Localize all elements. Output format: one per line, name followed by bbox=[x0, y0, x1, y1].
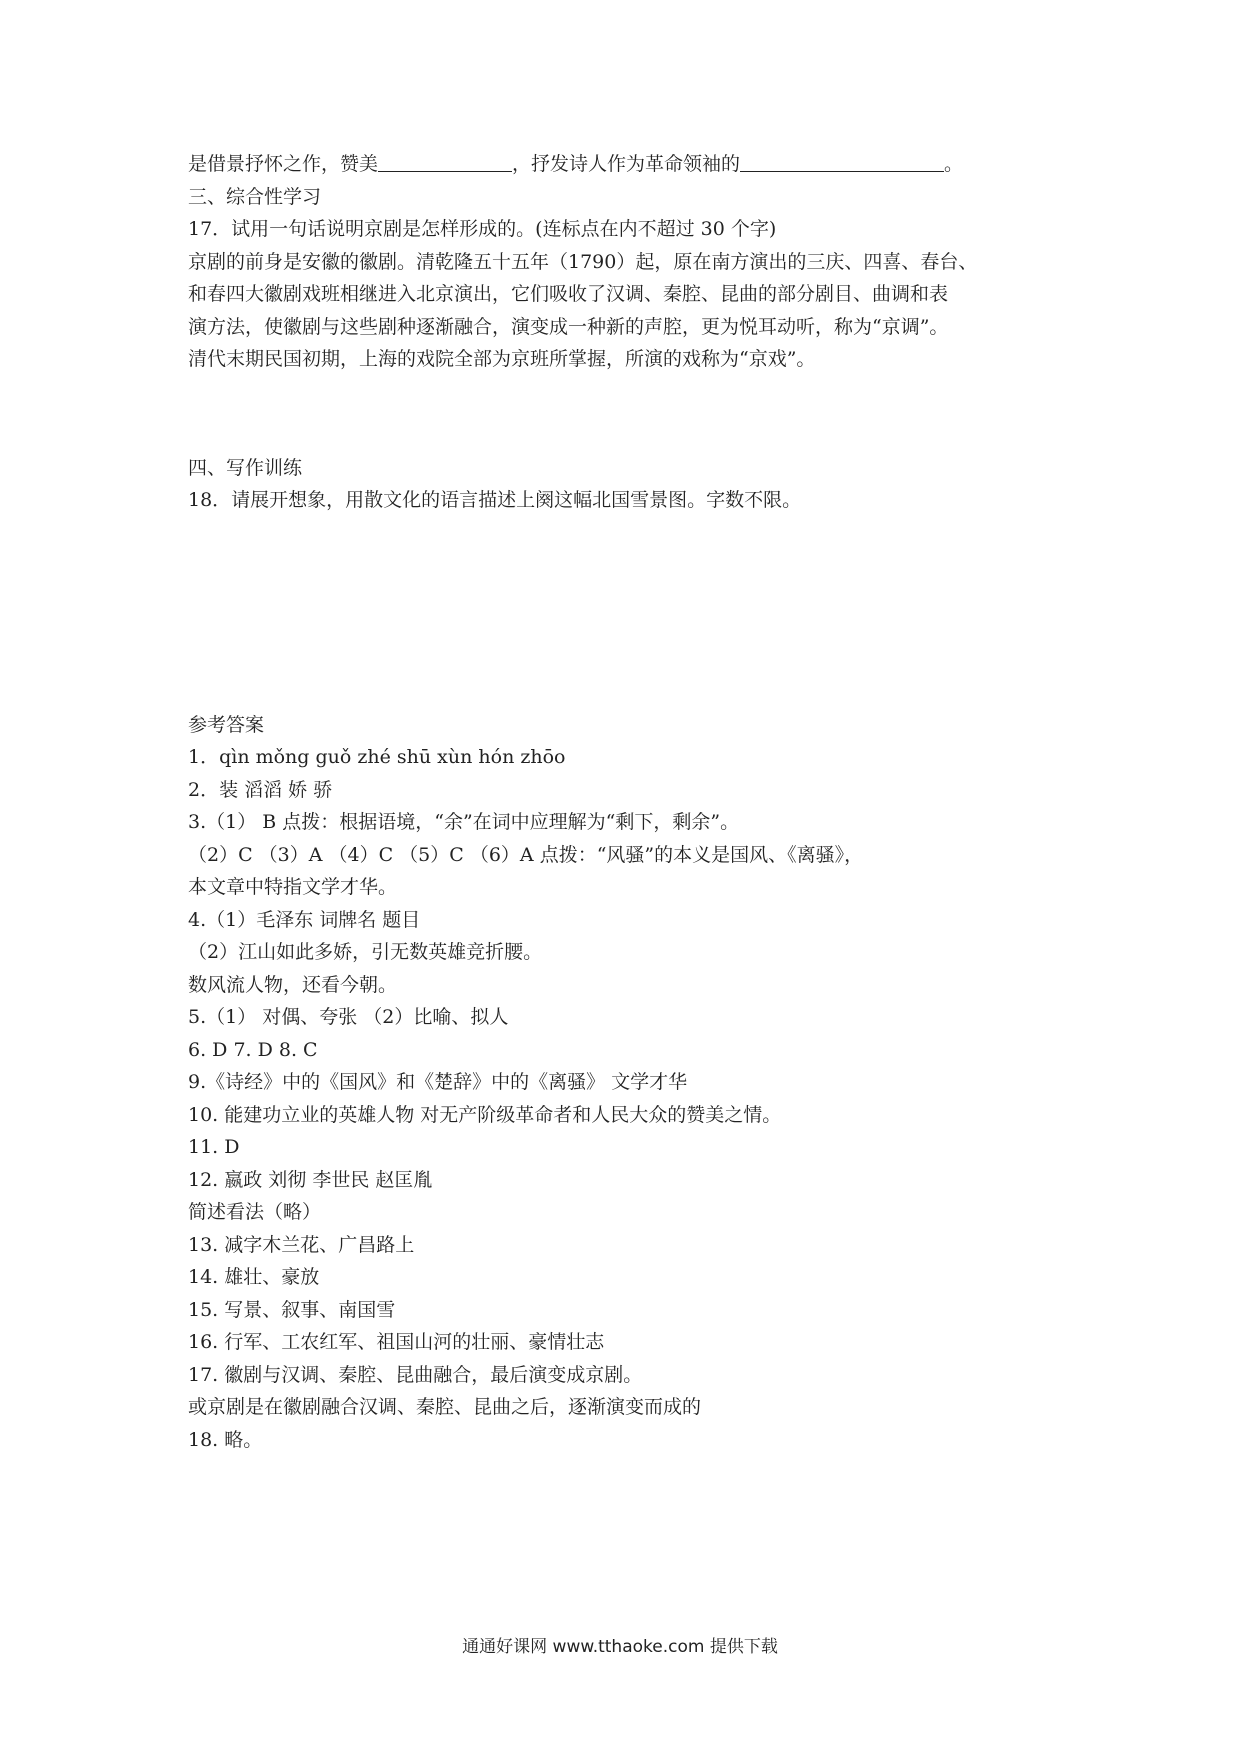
q16-text-part2: ，抒发诗人作为革命领袖的 bbox=[512, 153, 741, 175]
section4-title: 四、写作训练 bbox=[188, 456, 303, 479]
answer-line: 13. 减字木兰花、广昌路上 bbox=[188, 1233, 415, 1256]
q18-prompt: 18．请展开想象，用散文化的语言描述上阕这幅北国雪景图。字数不限。 bbox=[188, 489, 802, 511]
answer-blank-1[interactable] bbox=[378, 149, 512, 172]
q17-prompt: 17．试用一句话说明京剧是怎样形成的。(连标点在内不超过 30 个字) bbox=[188, 218, 777, 240]
answer-line: 简述看法（略） bbox=[188, 1201, 322, 1223]
answers-title: 参考答案 bbox=[188, 713, 265, 736]
answer-line: 15. 写景、叙事、南国雪 bbox=[188, 1298, 396, 1321]
q17-passage-line: 京剧的前身是安徽的徽剧。清乾隆五十五年（1790）起，原在南方演出的三庆、四喜、春台、 bbox=[188, 250, 978, 273]
q16-continuation bbox=[188, 148, 1088, 181]
answer-line: 9.《诗经》中的《国风》和《楚辞》中的《离骚》 文学才华 bbox=[188, 1071, 688, 1093]
document-page bbox=[188, 148, 1088, 1456]
answer-line: 11. D bbox=[188, 1136, 240, 1158]
q16-text-part1: 是借景抒怀之作，赞美 bbox=[188, 153, 379, 175]
answer-line: 17. 徽剧与汉调、秦腔、昆曲融合，最后演变成京剧。 bbox=[188, 1363, 643, 1386]
answer-line: 本文章中特指文学才华。 bbox=[188, 876, 398, 898]
answer-line: 2．装 滔滔 娇 骄 bbox=[188, 778, 333, 801]
q17-passage-line: 和春四大徽剧戏班相继进入北京演出，它们吸收了汉调、秦腔、昆曲的部分剧目、曲调和表 bbox=[188, 283, 949, 305]
answer-line: （2）C （3）A （4）C （5）C （6）A 点拨：“风骚”的本义是国风、《离骚》， bbox=[188, 843, 864, 866]
answer-line: 10. 能建功立业的英雄人物 对无产阶级革命者和人民大众的赞美之情。 bbox=[188, 1103, 782, 1126]
q17-passage-line: 演方法，使徽剧与这些剧种逐渐融合，演变成一种新的声腔，更为悦耳动听，称为“京调”。 bbox=[188, 315, 949, 338]
footer-credit: 通通好课网 www.tthaoke.com 提供下载 bbox=[462, 1637, 778, 1657]
answer-line: 6. D 7. D 8. C bbox=[188, 1038, 318, 1061]
answer-line: （2）江山如此多娇，引无数英雄竞折腰。 bbox=[188, 941, 543, 963]
answer-line: 数风流人物，还看今朝。 bbox=[188, 973, 398, 996]
answer-line: 18. 略。 bbox=[188, 1428, 263, 1451]
writing-space bbox=[188, 517, 1088, 709]
section3-title: 三、综合性学习 bbox=[188, 185, 322, 208]
answer-line: 3.（1） B 点拨：根据语境，“余”在词中应理解为“剩下，剩余”。 bbox=[188, 811, 740, 833]
spacer bbox=[188, 376, 1088, 452]
answer-line: 16. 行军、工农红军、祖国山河的壮丽、豪情壮志 bbox=[188, 1331, 605, 1353]
q16-text-part3: 。 bbox=[944, 153, 964, 175]
answer-line: 5.（1） 对偶、夸张 （2）比喻、拟人 bbox=[188, 1006, 509, 1028]
q17-passage-line: 清代末期民国初期，上海的戏院全部为京班所掌握，所演的戏称为“京戏”。 bbox=[188, 348, 816, 370]
answer-line: 1．qìn mǒng guǒ zhé shū xùn hón zhōo bbox=[188, 746, 566, 768]
answer-line: 4.（1）毛泽东 词牌名 题目 bbox=[188, 908, 421, 931]
answer-line: 12. 嬴政 刘彻 李世民 赵匡胤 bbox=[188, 1168, 433, 1191]
answer-line: 14. 雄壮、豪放 bbox=[188, 1266, 320, 1288]
answer-blank-2[interactable] bbox=[740, 149, 944, 172]
answer-line: 或京剧是在徽剧融合汉调、秦腔、昆曲之后，逐渐演变而成的 bbox=[188, 1396, 702, 1418]
